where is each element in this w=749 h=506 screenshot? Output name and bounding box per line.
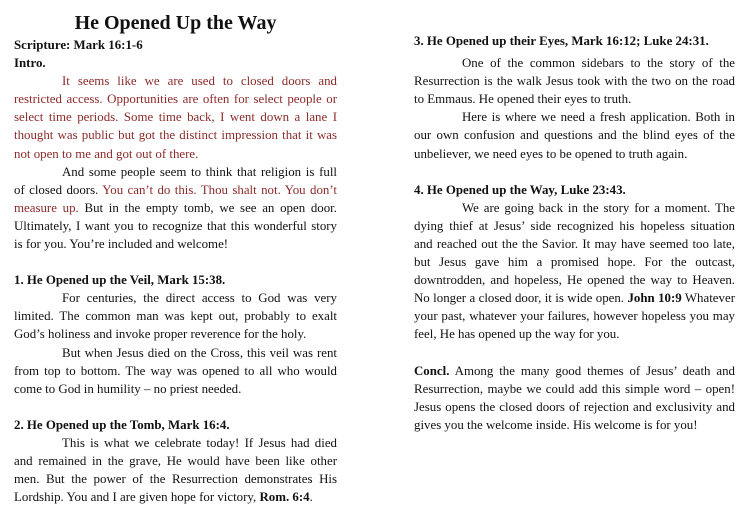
point1-paragraph-1: For centuries, the direct access to God was very limited. The common man was kept out, probably to exalt God’s holiness and invoke proper reverence for the holy.	[14, 291, 337, 342]
left-column	[14, 0, 337, 506]
point2-heading: 2. He Opened up the Tomb, Mark 16:4.	[14, 417, 230, 432]
point4-reference: John 10:9	[627, 291, 682, 306]
spacer	[414, 344, 735, 362]
point4-paragraph-1	[414, 199, 735, 344]
spacer	[414, 163, 735, 181]
point1-heading: 1. He Opened up the Veil, Mark 15:38.	[14, 273, 226, 288]
intro-paragraph-1: It seems like we are used to closed doors and restricted access. Opportunities are often for select people or select time periods. Some time back, I went down a lane I thought was public but got the distinct impression that it was not open to me and got out of there.	[14, 74, 337, 161]
point2-period: .	[309, 490, 313, 505]
intro-label: Intro.	[14, 56, 46, 71]
scripture-line: Scripture: Mark 16:1-6	[14, 38, 143, 52]
point1-paragraph-2: But when Jesus died on the Cross, this veil was rent from top to bottom. The way was opened to all who would come to God in humility – no priest needed.	[14, 345, 337, 396]
point2-reference: Rom. 6:4	[259, 490, 310, 505]
point4-text: We are going back in the story for a moment. The dying thief at Jesus’ side recognized his hopeless situation and reached out the the Savior. It may have seemed too late, but Jesus gave him a promised hope. For the outcast, downtrodden, and hopeless, He opened the way to Heaven. No longer a closed door, it is wide open.	[414, 200, 735, 306]
conclusion-label: Concl.	[414, 363, 450, 378]
conclusion-paragraph	[414, 362, 735, 434]
page-title: He Opened Up the Way	[74, 12, 277, 34]
point3-paragraph-1: One of the common sidebars to the story of the Resurrection is the walk Jesus took with the two on the road to Emmaus. He opened their eyes to truth.	[414, 56, 735, 107]
point2-paragraph-1	[14, 434, 337, 506]
point4-heading: 4. He Opened up the Way, Luke 23:43.	[414, 182, 626, 197]
point2-text: This is what we celebrate today! If Jesus had died and remained in the grave, He would have been like other men. But the power of the Resurrection demonstrates His Lordship. You and I are given hope for victory,	[14, 435, 337, 505]
conclusion-text: Among the many good themes of Jesus’ death and Resurrection, maybe we could add this simple word – open! Jesus opens the closed doors of rejection and exclusivity and gives you the welcome inside. His welcome is for you!	[414, 363, 735, 432]
intro-p2-text: And some people seem to think that religion is full of closed doors.	[14, 164, 337, 197]
spacer	[14, 398, 337, 416]
right-column	[414, 32, 735, 434]
intro-paragraph-2	[14, 163, 337, 253]
spacer	[14, 253, 337, 271]
point3-paragraph-2: Here is where we need a fresh application. Both in our own confusion and questions and the blind eyes of the unbeliever, we need eyes to be opened to truth again.	[414, 110, 735, 161]
point3-heading: 3. He Opened up their Eyes, Mark 16:12; Luke 24:31.	[414, 34, 709, 48]
point4-text-end: Whatever your past, whatever your failures, however hopeless you may feel, He has opened up the way for you.	[414, 291, 735, 342]
intro-p2-red-text: You can’t do this. Thou shalt not. You don’t measure up.	[14, 182, 337, 215]
intro-p2-text-end: But in the empty tomb, we see an open door. Ultimately, I want you to recognize that this wonderful story is for you. You’re included and welcome!	[14, 200, 337, 252]
